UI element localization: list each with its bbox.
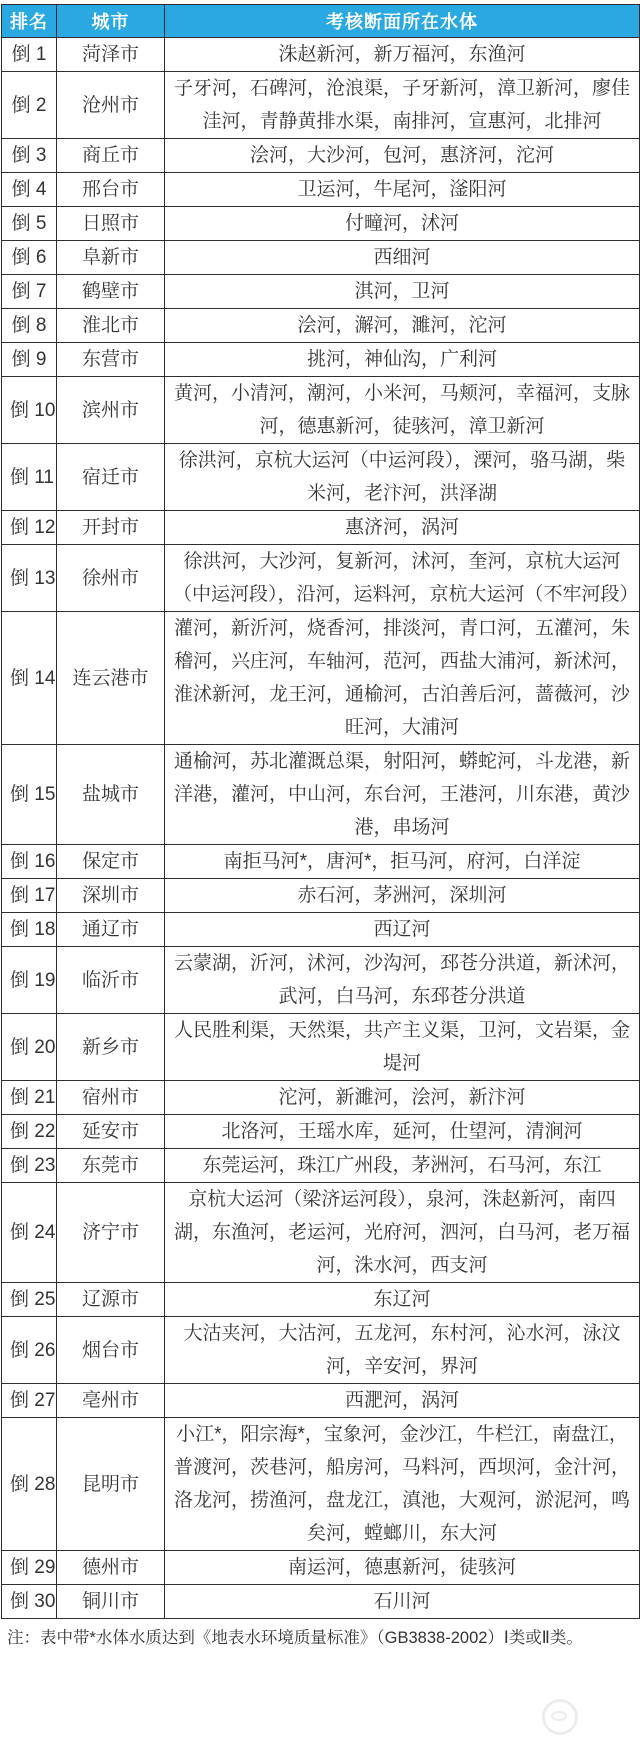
city-cell: 沧州市 <box>57 72 165 139</box>
rank-cell: 倒 2 <box>2 72 57 139</box>
waters-cell: 通榆河，苏北灌溉总渠，射阳河，蟒蛇河，斗龙港，新洋港，灌河，中山河，东台河，王港河，川东港，黄沙港，串场河 <box>165 745 640 845</box>
waters-cell: 西淝河，涡河 <box>165 1384 640 1418</box>
city-cell: 徐州市 <box>57 545 165 612</box>
city-cell: 连云港市 <box>57 612 165 745</box>
city-cell: 日照市 <box>57 207 165 241</box>
footnote: 注：表中带*水体水质达到《地表水环境质量标准》（GB3838-2002）Ⅰ类或Ⅱ类。 <box>7 1629 583 1647</box>
header-rank: 排名 <box>2 5 57 38</box>
waters-cell: 东莞运河，珠江广州段，茅洲河，石马河，东江 <box>165 1149 640 1183</box>
rank-cell: 倒 10 <box>2 377 57 444</box>
city-water-ranking-table <box>1 4 640 1619</box>
table-row <box>2 1014 640 1081</box>
city-cell: 东莞市 <box>57 1149 165 1183</box>
table-row <box>2 343 640 377</box>
rank-cell: 倒 25 <box>2 1283 57 1317</box>
table-row <box>2 1183 640 1283</box>
rank-cell: 倒 17 <box>2 879 57 913</box>
city-cell: 盐城市 <box>57 745 165 845</box>
waters-cell: 小江*，阳宗海*，宝象河，金沙江，牛栏江，南盘江，普渡河，茨巷河，船房河，马料河，西坝河，金汁河，洛龙河，捞渔河，盘龙江，滇池，大观河，淤泥河，鸣矣河，螳螂川，东大河 <box>165 1418 640 1551</box>
table-row <box>2 947 640 1014</box>
rank-cell: 倒 6 <box>2 241 57 275</box>
city-cell: 鹤壁市 <box>57 275 165 309</box>
rank-cell: 倒 23 <box>2 1149 57 1183</box>
waters-cell: 付疃河，沭河 <box>165 207 640 241</box>
table-row <box>2 1149 640 1183</box>
rank-cell: 倒 12 <box>2 511 57 545</box>
waters-cell: 大沽夹河，大沽河，五龙河，东村河，沁水河，泳汶河，辛安河，界河 <box>165 1317 640 1384</box>
waters-cell: 浍河，大沙河，包河，惠济河，沱河 <box>165 139 640 173</box>
rank-cell: 倒 5 <box>2 207 57 241</box>
rank-cell: 倒 21 <box>2 1081 57 1115</box>
table-row <box>2 1317 640 1384</box>
city-cell: 延安市 <box>57 1115 165 1149</box>
rank-cell: 倒 16 <box>2 845 57 879</box>
city-cell: 邢台市 <box>57 173 165 207</box>
city-cell: 滨州市 <box>57 377 165 444</box>
waters-cell: 南拒马河*，唐河*，拒马河，府河，白洋淀 <box>165 845 640 879</box>
table-row <box>2 1418 640 1551</box>
rank-cell: 倒 3 <box>2 139 57 173</box>
waters-cell: 挑河，神仙沟，广利河 <box>165 343 640 377</box>
rank-cell: 倒 27 <box>2 1384 57 1418</box>
rank-cell: 倒 1 <box>2 38 57 72</box>
waters-cell: 云蒙湖，沂河，沭河，沙沟河，邳苍分洪道，新沭河，武河，白马河，东邳苍分洪道 <box>165 947 640 1014</box>
city-cell: 临沂市 <box>57 947 165 1014</box>
rank-cell: 倒 15 <box>2 745 57 845</box>
city-cell: 通辽市 <box>57 913 165 947</box>
rank-cell: 倒 11 <box>2 444 57 511</box>
city-cell: 德州市 <box>57 1551 165 1585</box>
rank-cell: 倒 13 <box>2 545 57 612</box>
waters-cell: 人民胜利渠，天然渠，共产主义渠，卫河，文岩渠，金堤河 <box>165 1014 640 1081</box>
waters-cell: 西辽河 <box>165 913 640 947</box>
city-cell: 菏泽市 <box>57 38 165 72</box>
rank-cell: 倒 26 <box>2 1317 57 1384</box>
waters-cell: 惠济河，涡河 <box>165 511 640 545</box>
rank-cell: 倒 19 <box>2 947 57 1014</box>
table-row <box>2 913 640 947</box>
waters-cell: 赤石河，茅洲河，深圳河 <box>165 879 640 913</box>
rank-cell: 倒 29 <box>2 1551 57 1585</box>
city-cell: 宿州市 <box>57 1081 165 1115</box>
table-row <box>2 139 640 173</box>
header-row <box>2 5 640 38</box>
city-cell: 深圳市 <box>57 879 165 913</box>
rank-cell: 倒 14 <box>2 612 57 745</box>
waters-cell: 南运河，德惠新河，徒骇河 <box>165 1551 640 1585</box>
rank-cell: 倒 9 <box>2 343 57 377</box>
city-cell: 阜新市 <box>57 241 165 275</box>
rank-cell: 倒 24 <box>2 1183 57 1283</box>
waters-cell: 石川河 <box>165 1585 640 1619</box>
city-cell: 烟台市 <box>57 1317 165 1384</box>
city-cell: 开封市 <box>57 511 165 545</box>
waters-cell: 子牙河，石碑河，沧浪渠，子牙新河，漳卫新河，廖佳洼河，青静黄排水渠，南排河，宣惠河，北排河 <box>165 72 640 139</box>
rank-cell: 倒 4 <box>2 173 57 207</box>
city-cell: 辽源市 <box>57 1283 165 1317</box>
table-row <box>2 511 640 545</box>
waters-cell: 灌河，新沂河，烧香河，排淡河，青口河，五灌河，朱稽河，兴庄河，车轴河，范河，西盐大浦河，新沭河，淮沭新河，龙王河，通榆河，古泊善后河，蔷薇河，沙旺河，大浦河 <box>165 612 640 745</box>
city-cell: 亳州市 <box>57 1384 165 1418</box>
table-row <box>2 879 640 913</box>
table-row <box>2 241 640 275</box>
waters-cell: 徐洪河，京杭大运河（中运河段），溧河，骆马湖，柴米河，老汴河，洪泽湖 <box>165 444 640 511</box>
waters-cell: 淇河，卫河 <box>165 275 640 309</box>
waters-cell: 徐洪河，大沙河，复新河，沭河，奎河，京杭大运河（中运河段），沿河，运料河，京杭大运河（不牢河段） <box>165 545 640 612</box>
city-cell: 济宁市 <box>57 1183 165 1283</box>
waters-cell: 卫运河，牛尾河，滏阳河 <box>165 173 640 207</box>
header-waters: 考核断面所在水体 <box>165 5 640 38</box>
rank-cell: 倒 8 <box>2 309 57 343</box>
table-row <box>2 1115 640 1149</box>
waters-cell: 东辽河 <box>165 1283 640 1317</box>
city-cell: 东营市 <box>57 343 165 377</box>
rank-cell: 倒 18 <box>2 913 57 947</box>
table-row <box>2 1585 640 1619</box>
rank-cell: 倒 7 <box>2 275 57 309</box>
waters-cell: 北洛河，王瑶水库，延河，仕望河，清涧河 <box>165 1115 640 1149</box>
waters-cell: 京杭大运河（梁济运河段），泉河，洙赵新河，南四湖，东渔河，老运河，光府河，泗河，白马河，老万福河，洙水河，西支河 <box>165 1183 640 1283</box>
watermark-logo-icon <box>542 1699 578 1735</box>
table-row <box>2 377 640 444</box>
city-cell: 淮北市 <box>57 309 165 343</box>
table-row <box>2 1081 640 1115</box>
rank-cell: 倒 30 <box>2 1585 57 1619</box>
rank-cell: 倒 20 <box>2 1014 57 1081</box>
table-row <box>2 1551 640 1585</box>
waters-cell: 黄河，小清河，潮河，小米河，马颊河，幸福河，支脉河，德惠新河，徒骇河，漳卫新河 <box>165 377 640 444</box>
table-row <box>2 612 640 745</box>
table-header <box>2 5 640 38</box>
waters-cell: 西细河 <box>165 241 640 275</box>
waters-cell: 洙赵新河，新万福河，东渔河 <box>165 38 640 72</box>
city-cell: 商丘市 <box>57 139 165 173</box>
table-row <box>2 275 640 309</box>
city-cell: 宿迁市 <box>57 444 165 511</box>
city-cell: 昆明市 <box>57 1418 165 1551</box>
table-row <box>2 309 640 343</box>
table-row <box>2 1384 640 1418</box>
waters-cell: 沱河，新濉河，浍河，新汴河 <box>165 1081 640 1115</box>
table-row <box>2 545 640 612</box>
table-row <box>2 207 640 241</box>
city-cell: 保定市 <box>57 845 165 879</box>
waters-cell: 浍河，澥河，濉河，沱河 <box>165 309 640 343</box>
table-row <box>2 1283 640 1317</box>
table-row <box>2 173 640 207</box>
rank-cell: 倒 22 <box>2 1115 57 1149</box>
city-cell: 新乡市 <box>57 1014 165 1081</box>
city-cell: 铜川市 <box>57 1585 165 1619</box>
table-row <box>2 38 640 72</box>
table-row <box>2 845 640 879</box>
rank-cell: 倒 28 <box>2 1418 57 1551</box>
table-row <box>2 72 640 139</box>
header-city: 城市 <box>57 5 165 38</box>
table-row <box>2 745 640 845</box>
table-body <box>2 38 640 1619</box>
table-row <box>2 444 640 511</box>
